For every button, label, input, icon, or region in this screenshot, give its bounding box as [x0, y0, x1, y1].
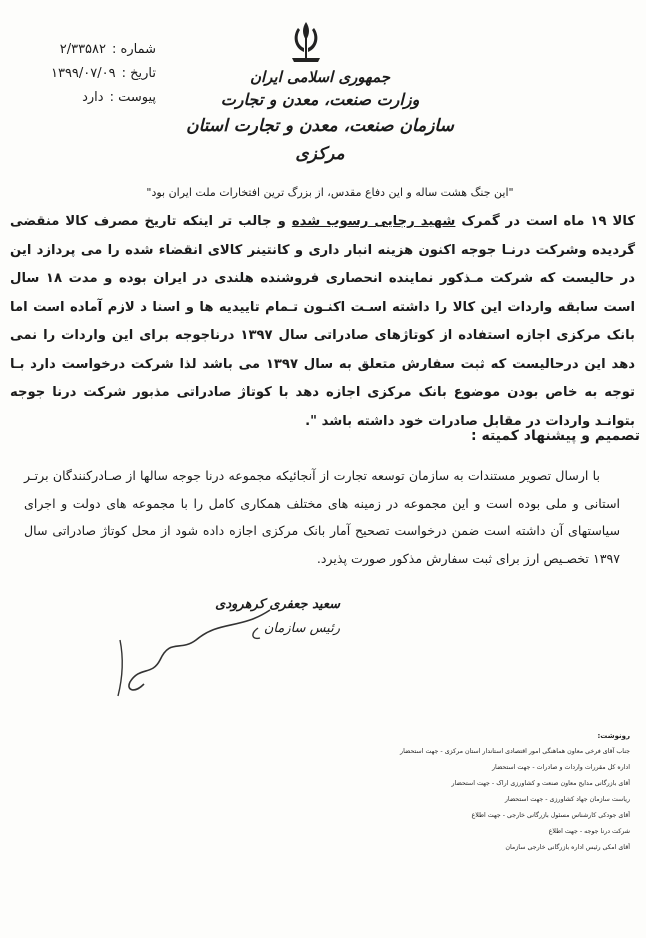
decision-text: با ارسال تصویر مستندات به سازمان توسعه تجارت از آنجائیکه مجموعه درنا جوجه سالها از صـادرکنندگان برتـر استانی و ملی بوده است و این مجموعه در زمینه های مختلف همکاری کامل را با مجموعه های دولت و اجرای سیاستهای آن داشته است ضمن درخواست تصحیح آمار بانک مرکزی اجازه داده شود از محل کوتاژ صادراتی سال ۱۳۹۷ تخصـیص ارز برای ثبت سفارش مذکور صورت پذیرد.: [24, 468, 620, 566]
body-underlined-phrase: شهید رجایی رسوب شده: [291, 214, 456, 229]
letter-metadata: [6, 38, 156, 110]
copy-recipient: شرکت درنا جوجه - جهت اطلاع: [548, 828, 630, 835]
copy-recipient: آقای جودکی کارشناس مسئول بازرگانی خارجی - جهت اطلاع: [471, 812, 630, 819]
attachment-value: دارد: [82, 90, 104, 105]
letter-date: [6, 62, 156, 86]
handwritten-signature: [100, 600, 280, 700]
organization-header: [170, 66, 470, 168]
copies-title: رونوشت:: [597, 732, 630, 740]
letter-body: [10, 208, 635, 436]
attachment-label: پیوست :: [109, 90, 156, 105]
signer-name: سعید جعفری کرهرودی: [215, 597, 340, 612]
copy-recipient: آقای امکی رئیس اداره بازرگانی خارجی سازمان: [505, 844, 630, 851]
letter-number: [6, 38, 156, 62]
date-label: تاریخ :: [121, 66, 156, 81]
body-rest: جوجه اکنون هزینه انبار داری و کانتینر کالای انقضاء شده را می پردازد این در حالیست که شرکت مـذکور نماینده انحصاری فروشنده هلندی در ایران بوده و مدت ۱۸ سال است سابقه واردات این کالا را داشته اسـت اکنـون تـمام تاییدیه ها و اسنا د لازم آماده است اما بانک مرکزی اجازه استفاده از کوتاژهای صادراتی سال ۱۳۹۷ درناجوجه برای این واردات را نمی دهد این درحالیست که ثبت سفارش متعلق به سال ۱۳۹۷ می باشد لذا شرکت درخواست دارد بـا توجه به خاص بودن موضوع بانک مرکزی اجازه دهد با کوتاژ صادراتی مذبور شرکت درنا جوجه بتوانـد واردات در مقابل صادرات خود داشته باشد ".: [10, 242, 635, 429]
copy-recipient: اداره کل مقررات واردات و صادرات - جهت استحضار: [492, 764, 630, 771]
body-paragraph: [10, 208, 635, 436]
decision-section: [24, 462, 620, 572]
copy-recipient: آقای بازرگانی مدایح معاون صنعت و کشاورزی اراک - جهت استحضار: [451, 780, 630, 787]
number-label: شماره :: [112, 42, 156, 57]
body-line1-pre: کالا ۱۹ ماه است در گمرک: [455, 214, 635, 229]
header-quote: "این جنگ هشت ساله و این دفاع مقدس، از بزرگ ترین افتخارات ملت ایران بود": [146, 186, 514, 199]
letter-attachment: [6, 86, 156, 110]
org-line-2: وزارت صنعت، معدن و تجارت: [220, 90, 420, 109]
copies-list: [360, 728, 630, 856]
iran-emblem-icon: [282, 18, 330, 66]
decision-title: تصمیم و پیشنهاد کمیته :: [471, 428, 640, 444]
org-line-3: سازمان صنعت، معدن و تجارت استان مرکزی: [186, 116, 454, 164]
body-line1-post: و جالب تر اینکه تاریخ مصرف کالا منقضی گردیده وشرکت درنـا: [10, 214, 635, 258]
signer-title: رئیس سازمان: [263, 621, 340, 636]
number-value: ۲/۳۳۵۸۲: [59, 42, 107, 57]
copy-recipient: جناب آقای فرخی معاون هماهنگی امور اقتصادی استاندار استان مرکزی - جهت استحضار: [400, 748, 630, 755]
date-value: ۱۳۹۹/۰۷/۰۹: [50, 66, 116, 81]
org-line-1: جمهوری اسلامی ایران: [249, 68, 391, 86]
copy-recipient: ریاست سازمان جهاد کشاورزی - جهت استحضار: [504, 796, 630, 803]
